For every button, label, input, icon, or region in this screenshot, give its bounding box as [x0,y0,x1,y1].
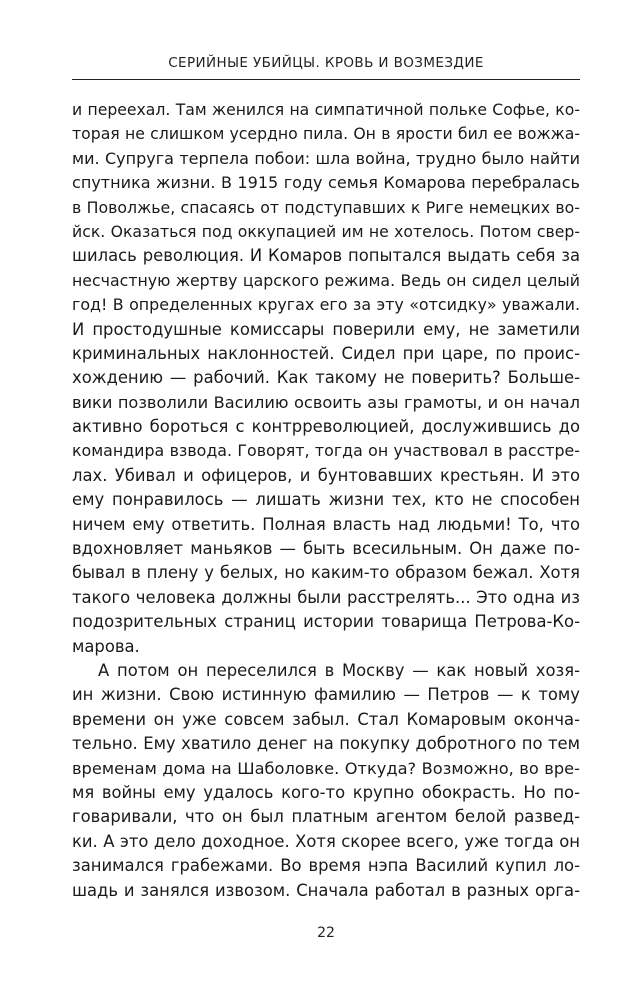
running-head-title: СЕРИЙНЫЕ УБИЙЦЫ. КРОВЬ И ВОЗМЕЗДИЕ [168,55,484,71]
text-line: ему понравилось — лишать жизни тех, кто не способен [72,490,580,510]
text-line: ничем ему ответить. Полная власть над людьми! То, что [72,514,580,534]
text-line: марова. [72,636,140,656]
text-line: ки. А это дело доходное. Хотя скорее всего, уже тогда он [72,831,580,851]
text-line: говаривали, что он был платным агентом белой развед- [72,807,580,827]
text-line: А потом он переселился в Москву — как новый хозя- [98,660,580,680]
page-number: 22 [317,925,335,941]
text-line: занимался грабежами. Во время нэпа Василий купил ло- [72,856,580,876]
text-line: такого человека должны были расстрелять... Это одна из [72,587,580,607]
text-line: в Поволжье, спасаясь от подступавших к Риге немецких во- [72,197,580,217]
text-line: ми. Супруга терпела побои: шла война, трудно было найти [72,148,580,168]
header-rule [72,79,580,80]
text-line: вики позволили Василию освоить азы грамоты, и он начал [72,392,580,412]
paragraph-1 [72,98,580,659]
text-line: ин жизни. Свою истинную фамилию — Петров — к тому [72,685,580,705]
text-line: год! В определенных кругах его за эту «отсидку» уважали. [72,295,580,315]
text-line: вдохновляет маньяков — быть всесильным. Он даже по- [72,539,580,559]
text-line: времени он уже совсем забыл. Стал Комаровым оконча- [72,709,580,729]
text-line: активно бороться с контрреволюцией, дослужившись до [72,417,580,437]
text-line: лах. Убивал и офицеров, и бунтовавших крестьян. И это [72,465,580,485]
text-line: йск. Оказаться под оккупацией им не хотелось. Потом свер- [72,221,580,241]
body-text [72,98,580,903]
text-line: криминальных наклонностей. Сидел при царе, по проис- [72,343,580,363]
text-line: спутника жизни. В 1915 году семья Комарова перебралась [72,173,580,193]
text-line: и переехал. Там женился на симпатичной польке Софье, ко- [72,100,580,119]
text-line: мя войны ему удалось кого-то крупно обокрасть. Но по- [72,782,580,802]
text-line: шилась революция. И Комаров попытался выдать себя за [72,246,580,266]
text-line: тельно. Ему хватило денег на покупку добротного по тем [72,734,580,754]
text-line: подозрительных страниц истории товарища Петрова-Ко- [72,612,580,632]
text-line: шадь и занялся извозом. Сначала работал в разных орга- [72,880,580,900]
text-line: торая не слишком усердно пила. Он в ярости бил ее вожжа- [72,124,580,144]
text-line: несчастную жертву царского режима. Ведь он сидел целый [72,270,580,290]
text-line: командира взвода. Говорят, тогда он участвовал в расстре- [72,441,580,461]
text-line: временам дома на Шаболовке. Откуда? Возможно, во вре- [72,758,580,778]
text-line: хождению — рабочий. Как такому не поверить? Больше- [72,368,580,388]
paragraph-2 [72,659,580,903]
text-line: И простодушные комиссары поверили ему, не заметили [72,319,580,339]
text-line: бывал в плену у белых, но каким-то образом бежал. Хотя [72,563,580,583]
